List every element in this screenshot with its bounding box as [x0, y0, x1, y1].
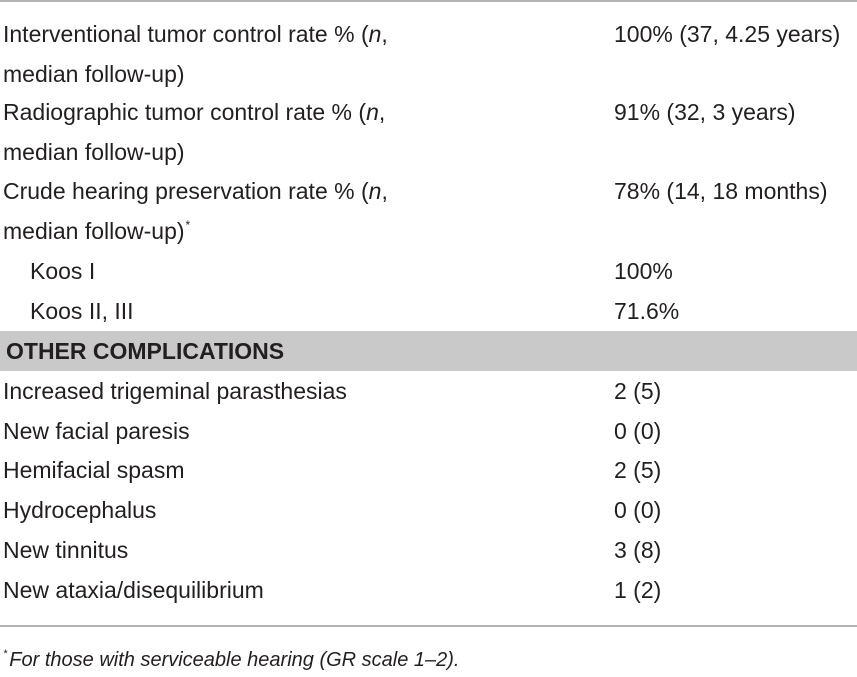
row-label: New facial paresis [3, 418, 190, 444]
row-value: 1 (2) [614, 577, 662, 603]
row-value: 2 (5) [614, 378, 662, 404]
row-value: 78% (14, 18 months) [614, 178, 828, 204]
row-label: New ataxia/disequilibrium [3, 577, 264, 603]
row-value: 100% [614, 258, 673, 284]
row-label-line2: median follow-up)* [3, 218, 191, 244]
row-label: Koos II, III [30, 298, 134, 324]
row-value: 2 (5) [614, 457, 662, 483]
row-label: Hydrocephalus [3, 497, 157, 523]
row-label: Interventional tumor control rate % (n, [3, 21, 388, 47]
row-label: Increased trigeminal parasthesias [3, 378, 347, 404]
top-rule [0, 0, 857, 2]
row-label: Koos I [30, 258, 96, 284]
row-label-line2: median follow-up) [3, 139, 185, 165]
section-header [0, 331, 857, 371]
row-value: 91% (32, 3 years) [614, 99, 796, 125]
row-label: Radiographic tumor control rate % (n, [3, 99, 386, 125]
row-value: 71.6% [614, 298, 680, 324]
bottom-rule [0, 625, 857, 627]
footnote-marker: * [185, 218, 191, 232]
row-value: 3 (8) [614, 537, 662, 563]
row-value: 0 (0) [614, 418, 662, 444]
row-label: Crude hearing preservation rate % (n, [3, 178, 388, 204]
section-header-label: OTHER COMPLICATIONS [6, 338, 285, 364]
footnote-marker: * [3, 648, 8, 660]
row-value: 0 (0) [614, 497, 662, 523]
row-label: Hemifacial spasm [3, 457, 185, 483]
row-value: 100% (37, 4.25 years) [614, 21, 841, 47]
row-label-line2: median follow-up) [3, 61, 185, 87]
footnote-text: For those with serviceable hearing (GR scale 1–2). [9, 649, 460, 671]
table-footnote [3, 646, 460, 677]
row-label: New tinnitus [3, 537, 129, 563]
